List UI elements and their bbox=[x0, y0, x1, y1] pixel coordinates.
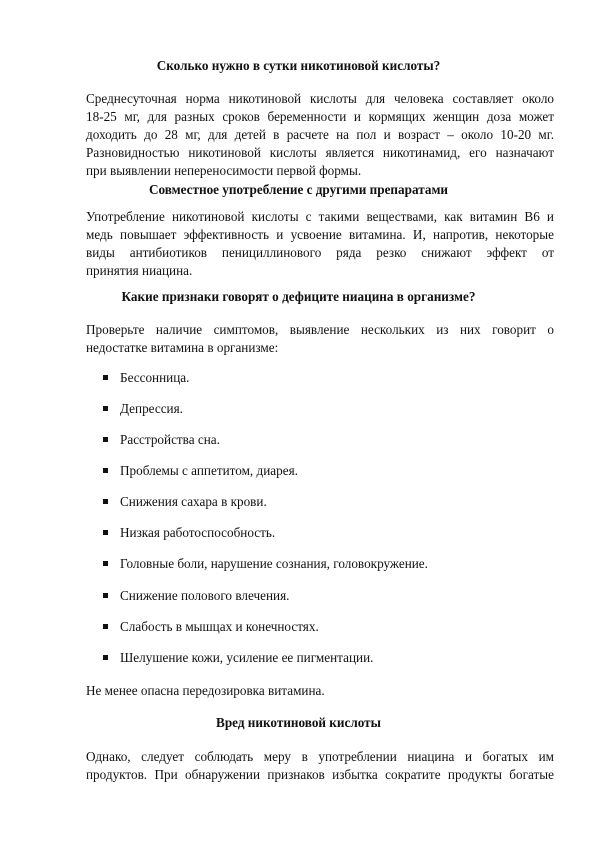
bullet-square-icon bbox=[103, 499, 108, 504]
heading-daily-dose: Сколько нужно в сутки никотиновой кислоты? bbox=[156, 58, 441, 73]
paragraph-overdose bbox=[86, 682, 554, 700]
bullet-square-icon bbox=[103, 624, 108, 629]
text-line: принятия ниацина. bbox=[86, 263, 193, 278]
heading-harm: Вред никотиновой кислоты bbox=[216, 715, 381, 730]
text-line: Употребление никотиновой кислоты с такими веществами, как витамин В6 и bbox=[86, 209, 554, 224]
text-line: Не менее опасна передозировка витамина. bbox=[86, 683, 325, 698]
list-item-text: Расстройства сна. bbox=[120, 432, 220, 447]
heading-deficiency-signs: Какие признаки говорят о дефиците ниацина в организме? bbox=[121, 289, 476, 304]
bullet-square-icon bbox=[103, 561, 108, 566]
paragraph-combined-use bbox=[86, 208, 554, 280]
text-line: Однако, следует соблюдать меру в употреблении ниацина и богатых им bbox=[86, 749, 554, 764]
heading-combined-use: Совместное употребление с другими препаратами bbox=[148, 182, 449, 197]
bullet-square-icon bbox=[103, 406, 108, 411]
list-item-text: Головные боли, нарушение сознания, головокружение. bbox=[120, 556, 428, 571]
list-item-text: Снижения сахара в крови. bbox=[120, 494, 267, 509]
text-line: 18-25 мг, для разных сроков беременности и кормящих женщин доза может bbox=[86, 109, 554, 124]
text-line: при выявлении непереносимости первой формы. bbox=[86, 163, 362, 178]
bullet-square-icon bbox=[103, 593, 108, 598]
text-line: недостатке витамина в организме: bbox=[86, 340, 279, 355]
text-line: продуктов. При обнаружении признаков избытка сократите продукты богатые bbox=[86, 767, 554, 782]
list-item-text: Низкая работоспособность. bbox=[120, 525, 276, 540]
text-line: виды антибиотиков пенициллинового ряда резко снижают эффект от bbox=[86, 245, 554, 260]
list-item-text: Слабость в мышцах и конечностях. bbox=[120, 619, 319, 634]
text-line: доходить до 28 мг, для детей в расчете на пол и возраст – около 10-20 мг. bbox=[86, 127, 554, 142]
text-line: медь повышает эффективность и усвоение витамина. И, напротив, некоторые bbox=[86, 227, 554, 242]
bullet-square-icon bbox=[103, 655, 108, 660]
paragraph-check-symptoms bbox=[86, 321, 554, 357]
text-line: Среднесуточная норма никотиновой кислоты для человека составляет около bbox=[86, 91, 554, 106]
list-item-text: Проблемы с аппетитом, диарея. bbox=[120, 463, 298, 478]
bullet-square-icon bbox=[103, 375, 108, 380]
bullet-square-icon bbox=[103, 437, 108, 442]
paragraph-harm bbox=[86, 748, 554, 784]
paragraph-daily-dose bbox=[86, 90, 554, 180]
text-line: Проверьте наличие симптомов, выявление нескольких из них говорит о bbox=[86, 322, 554, 337]
list-item-text: Снижение полового влечения. bbox=[120, 588, 290, 603]
list-item-text: Депрессия. bbox=[120, 401, 183, 416]
text-line: Разновидностью никотиновой кислоты является никотинамид, его назначают bbox=[86, 145, 554, 160]
bullet-square-icon bbox=[103, 530, 108, 535]
list-item-text: Шелушение кожи, усиление ее пигментации. bbox=[120, 650, 374, 665]
list-item-text: Бессонница. bbox=[120, 370, 190, 385]
bullet-square-icon bbox=[103, 468, 108, 473]
